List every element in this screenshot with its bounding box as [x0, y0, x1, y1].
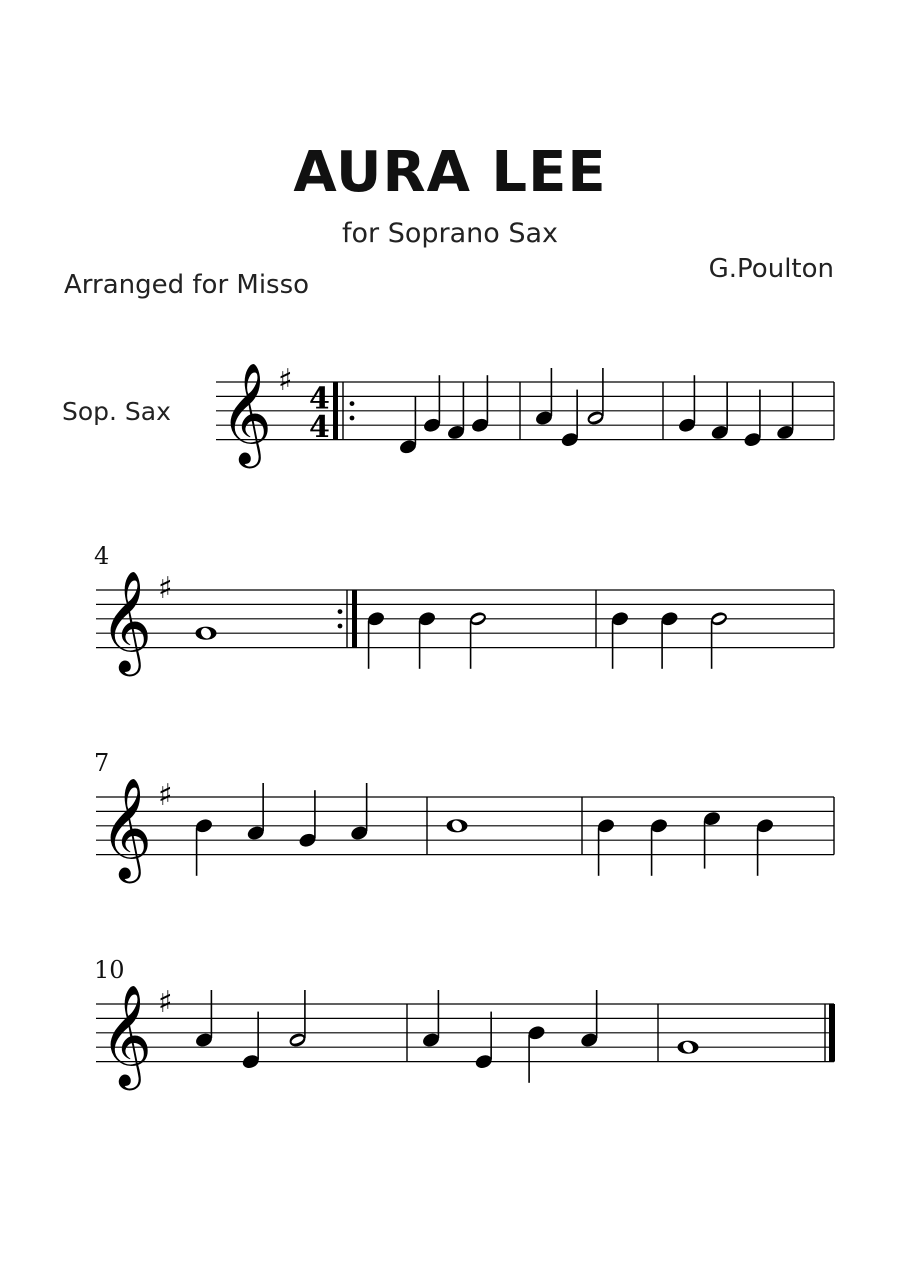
note-D4-q	[398, 397, 418, 456]
repeat-start-thick-bar	[333, 382, 338, 440]
instrument-label: Sop. Sax	[62, 396, 171, 426]
note-B4-q	[417, 610, 437, 669]
note-E4-q	[474, 1012, 494, 1071]
note-G4-q	[677, 375, 697, 434]
final-thick-bar	[829, 1004, 835, 1062]
note-Fsharp4-q	[775, 382, 795, 441]
arranger-credit: Arranged for Misso	[64, 270, 310, 300]
page-subtitle: for Soprano Sax	[341, 218, 559, 249]
staff-system-3	[94, 749, 834, 884]
note-B4-h	[468, 610, 488, 669]
note-B4-q	[366, 610, 386, 669]
repeat-dot	[338, 609, 343, 614]
repeat-dot	[338, 624, 343, 629]
treble-clef-icon: 𝄞	[100, 776, 153, 880]
measure-number: 7	[94, 749, 110, 777]
key-signature-sharp-icon: ♯	[158, 571, 173, 606]
note-A4-q	[534, 368, 554, 427]
repeat-dot	[350, 416, 355, 421]
note-A4-h	[288, 990, 308, 1049]
time-signature-bottom: 4	[309, 410, 330, 446]
note-A4-h	[586, 368, 606, 427]
note-B4-q	[527, 1024, 547, 1083]
note-G4-q	[298, 790, 318, 849]
note-A4-q	[579, 990, 599, 1049]
page-title: AURA LEE	[293, 140, 607, 205]
note-B4-q	[596, 817, 616, 876]
treble-clef-icon: 𝄞	[100, 983, 153, 1087]
note-B4-q	[649, 817, 669, 876]
measure-number: 10	[94, 956, 125, 984]
note-E4-q	[241, 1012, 261, 1071]
repeat-dot	[350, 401, 355, 406]
composer-credit: G.Poulton	[708, 254, 834, 284]
repeat-end-thick-bar	[352, 590, 357, 648]
key-signature-sharp-icon: ♯	[158, 778, 173, 813]
note-B4-q	[610, 610, 630, 669]
note-G4-w	[678, 1040, 699, 1054]
key-signature-sharp-icon: ♯	[158, 985, 173, 1020]
note-A4-q	[421, 990, 441, 1049]
note-G4-q	[470, 375, 490, 434]
note-G4-w	[196, 626, 217, 640]
time-signature-top: 4	[309, 381, 330, 417]
note-B4-h	[709, 610, 729, 669]
staff-system-2	[94, 542, 834, 677]
note-E4-q	[560, 390, 580, 449]
note-Fsharp4-q	[446, 382, 466, 441]
note-A4-q	[246, 783, 266, 842]
note-Fsharp4-q	[710, 382, 730, 441]
note-B4-w	[447, 819, 468, 833]
staff-system-4	[94, 956, 835, 1091]
note-B4-q	[660, 610, 680, 669]
note-G4-q	[422, 375, 442, 434]
measure-number: 4	[94, 542, 110, 570]
staff-system-1	[62, 361, 834, 469]
treble-clef-icon: 𝄞	[220, 361, 273, 465]
note-A4-q	[194, 990, 214, 1049]
treble-clef-icon: 𝄞	[100, 569, 153, 673]
key-signature-sharp-icon: ♯	[278, 363, 293, 398]
note-B4-q	[194, 817, 214, 876]
note-C5-q	[702, 810, 722, 869]
note-B4-q	[755, 817, 775, 876]
note-E4-q	[743, 390, 763, 449]
note-A4-q	[349, 783, 369, 842]
